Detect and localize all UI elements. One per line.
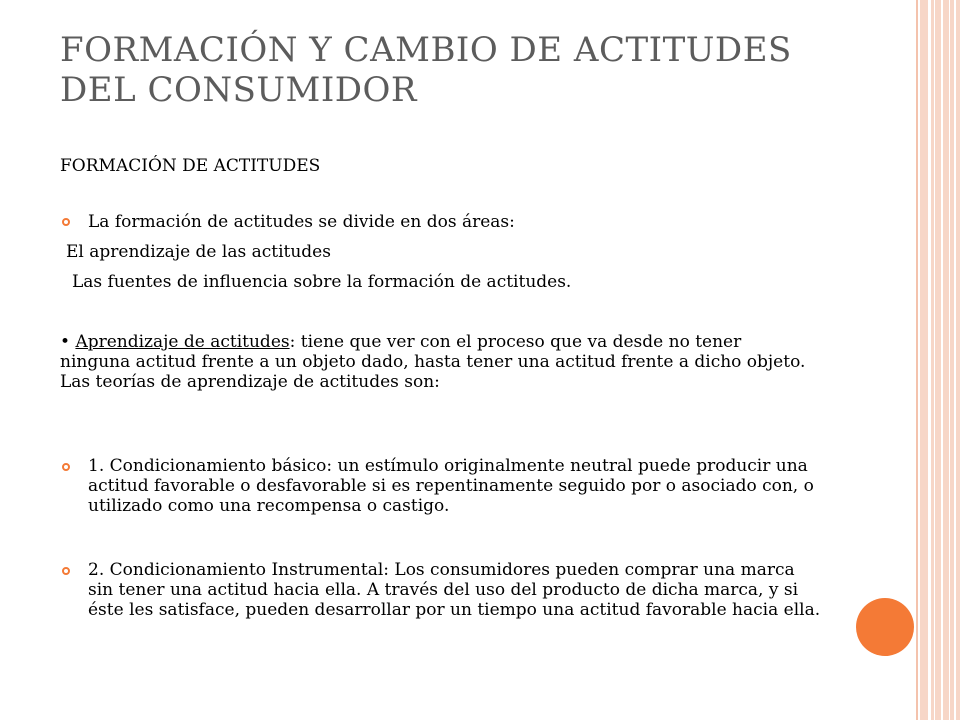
slide-title: FORMACIÓN Y CAMBIO DE ACTITUDES DEL CONSUMIDOR (60, 30, 792, 110)
area-2-text: Las fuentes de influencia sobre la formación de actitudes. (72, 272, 572, 292)
decorative-circle (856, 598, 914, 656)
subtitle: FORMACIÓN DE ACTITUDES (60, 156, 321, 176)
decorative-rule (916, 0, 918, 720)
item-2-text: 2. Condicionamiento Instrumental: Los consumidores pueden comprar una marca sin tener una actitud hacia ella. A través del uso del producto de dicha marca, y si éste les satisface, pueden desarrollar por un tiempo una actitud favorable hacia ella. (88, 560, 821, 620)
area-1-text: El aprendizaje de las actitudes (66, 242, 331, 262)
bullet-ring-icon (62, 567, 70, 575)
bullet-ring-icon (62, 463, 70, 471)
aprendizaje-term: Aprendizaje de actitudes (75, 332, 290, 352)
dot-bullet-icon: • (60, 332, 71, 352)
item-1-text: 1. Condicionamiento básico: un estímulo originalmente neutral puede producir una actitud favorable o desfavorable si es repentinamente seguido por o asociado con, o utilizado como una recompensa o castigo. (88, 456, 814, 516)
bullet-ring-icon (62, 218, 70, 226)
decorative-right-border (920, 0, 960, 720)
aprendizaje-text: : tiene que ver con el proceso que va desde no tener ninguna actitud frente a un objeto dado, hasta tener una actitud frente a dicho objeto. Las teorías de aprendizaje de actitudes son: (60, 332, 806, 392)
intro-text: La formación de actitudes se divide en dos áreas: (88, 212, 515, 232)
aprendizaje-paragraph (60, 332, 810, 392)
